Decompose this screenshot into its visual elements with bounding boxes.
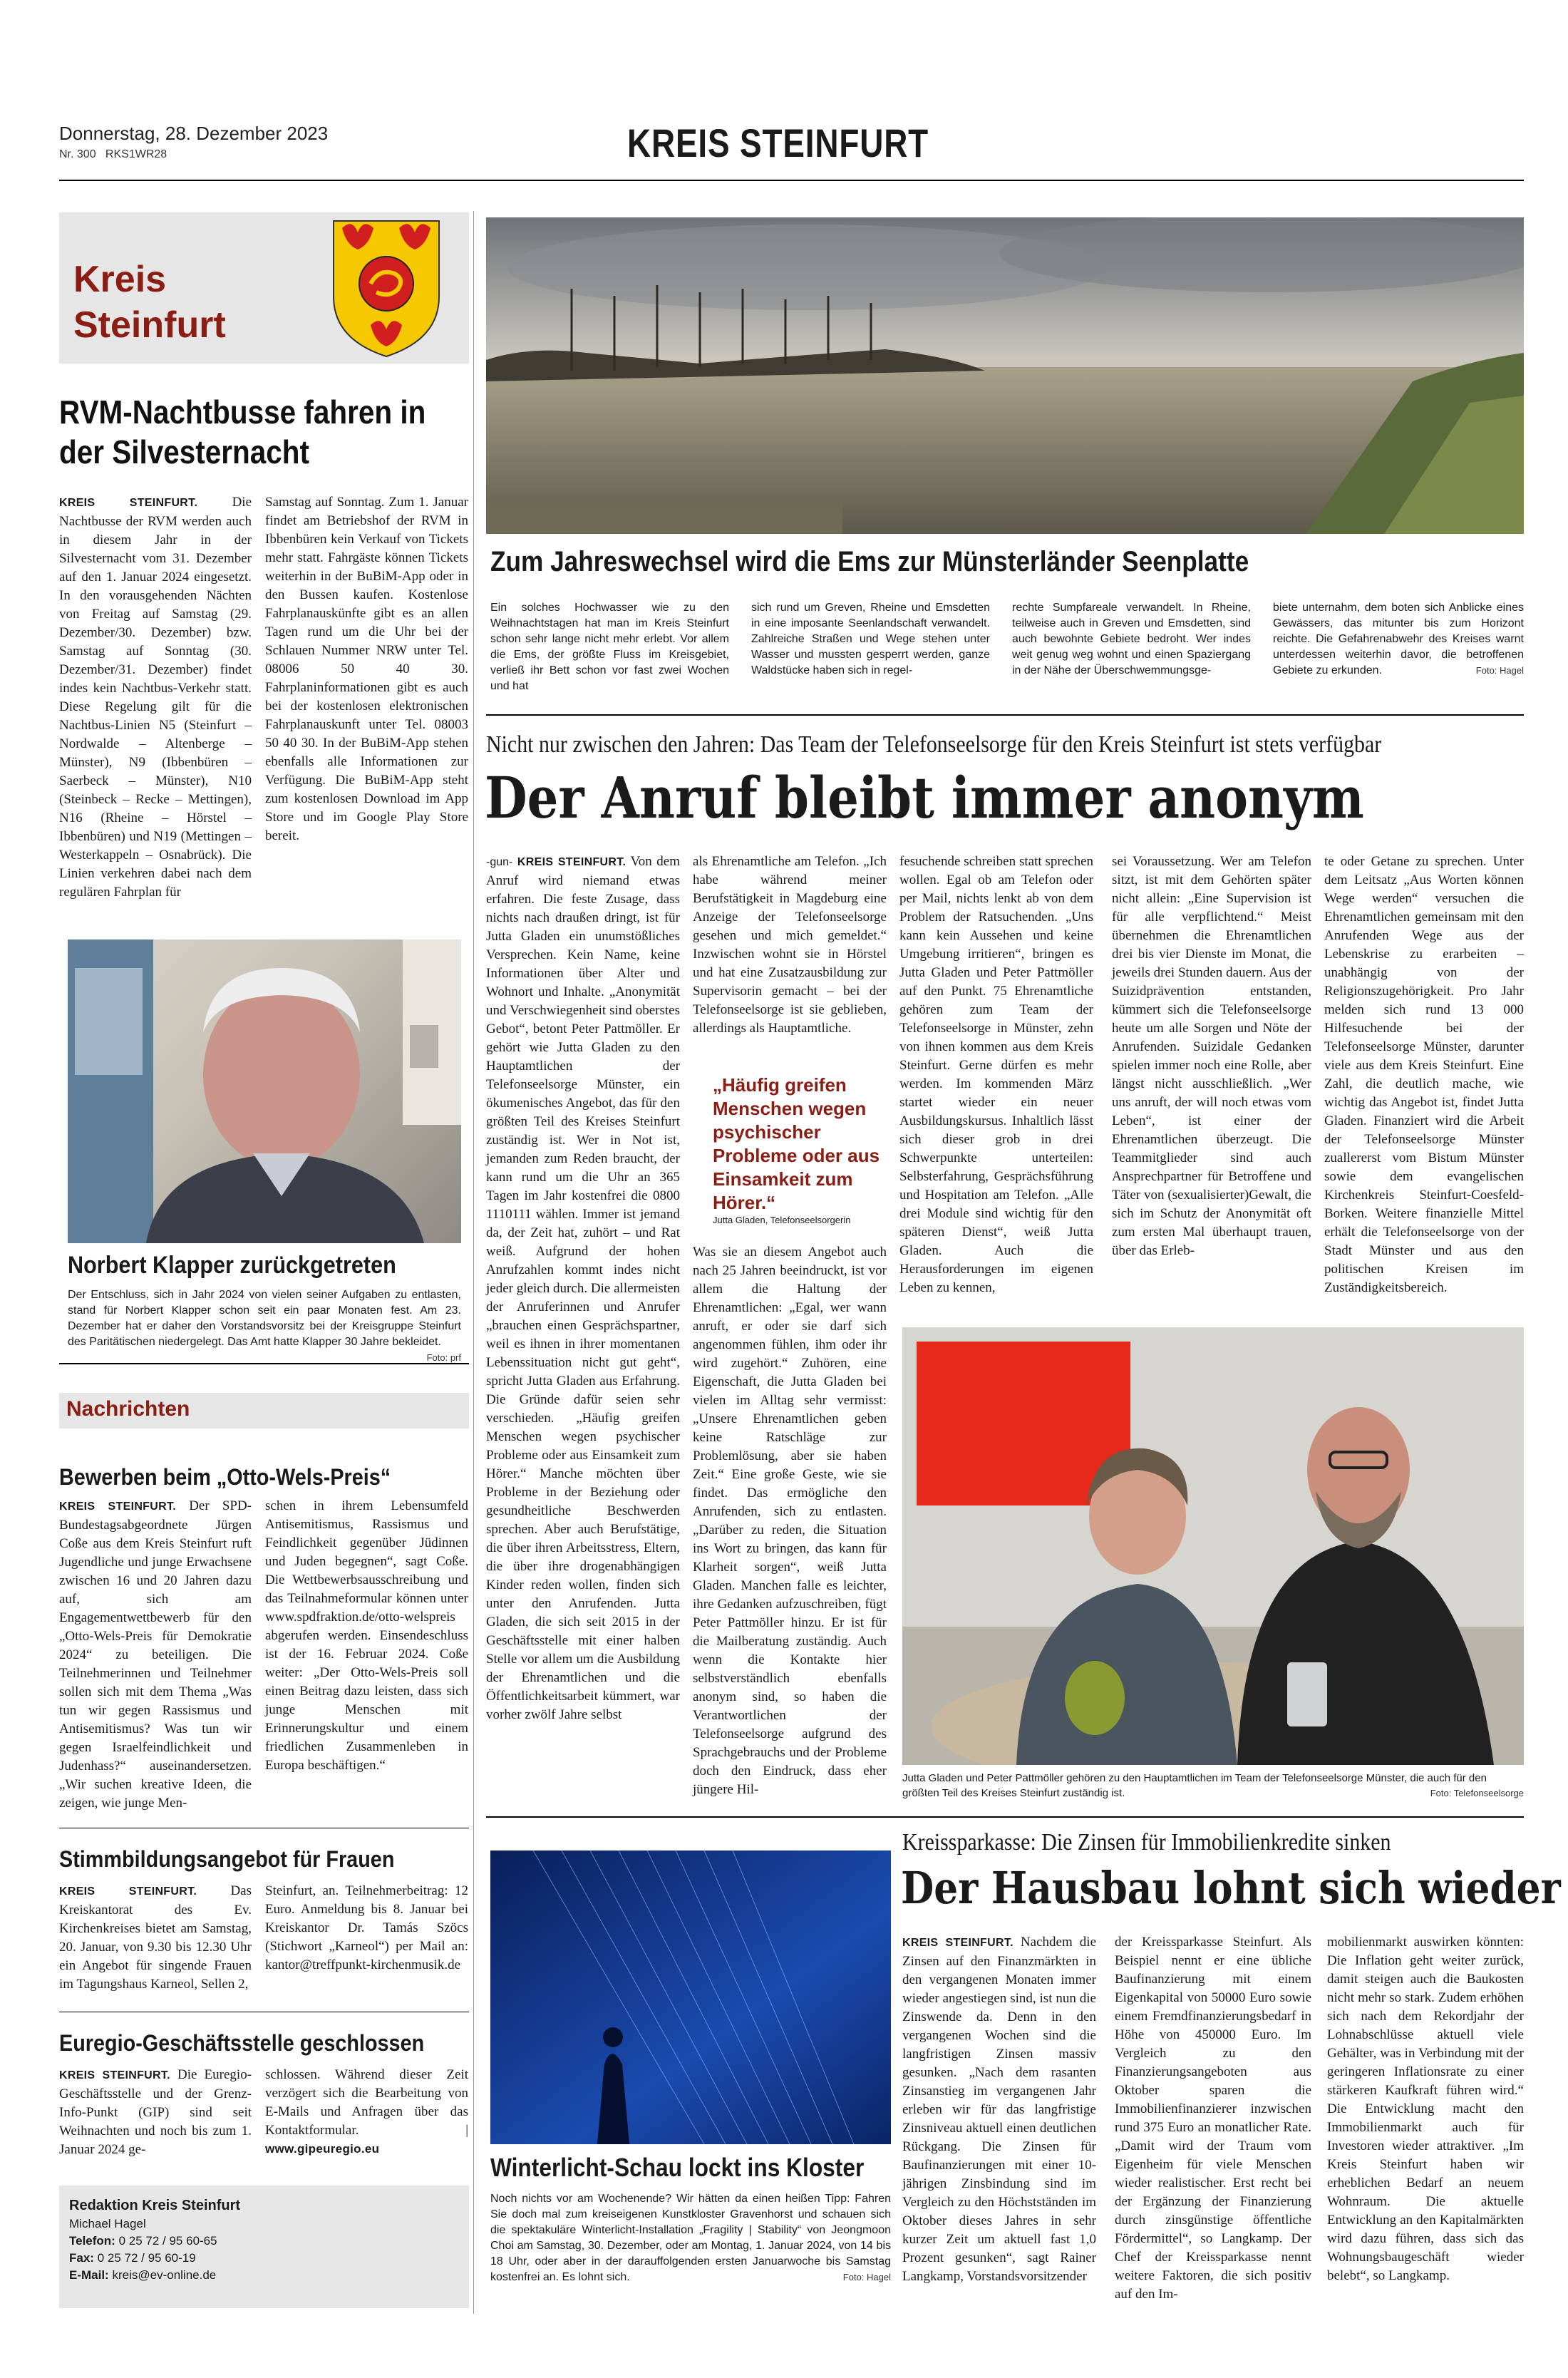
- anruf-dateline: KREIS STEINFURT.: [517, 856, 626, 868]
- redaktion-fax: 0 25 72 / 95 60-19: [97, 2251, 196, 2265]
- euregio-col2: schlossen. Während dieser Zeit verzögert sich die Bearbeitung von E-Mails und Anfragen über das Kontaktformular. | www.gipeuregio.eu: [265, 2067, 468, 2156]
- kreis-title-line2: Steinfurt: [73, 304, 226, 346]
- stimm-col1: [59, 1882, 252, 1994]
- redaktion-phone-label: Telefon:: [69, 2234, 115, 2248]
- anruf-quote-source: Jutta Gladen, Telefonseelsorgerin: [713, 1215, 851, 1225]
- winterlicht-text: Noch nichts vor am Wochenende? Wir hätten da einen heißen Tipp: Fahren Sie doch mal zum kreiseigenen Kunstkloster Gravenhorst und schauen sich die spektakuläre Winterlicht-Installation „Fragility | Stability“ von Jeongmoon Choi am Samstag, 30. Dezember, oder am Montag, 1. Januar 2024, von 14 bis 18 Uhr, oder aber in der darauffolgenden ersten Januarwoche bis Samstag kostenfrei an. Es lohnt sich.: [490, 2193, 891, 2283]
- anruf-col1-text: Von dem Anruf wird niemand etwas erfahren. Die feste Zusage, dass nichts nach draußen dringt, ist für Jutta Gladen ein unumstößliches Versprechen. Kein Name, keine Informationen über Alter und Wohnort und Inhalte. „Anonymität und Verschwiegenheit sind oberstes Gebot“, betont Peter Pattmöller. Er gehört wie Jutta Gladen zu den Hauptamtlichen der Telefonseelsorge Münster, ein ökumenisches Angebot, das für den größten Teil des Kreises Steinfurt zuständig ist. Wer in Not ist, jemanden zum Reden braucht, der kann rund um die Uhr an 365 Tagen im Jahr kostenfrei die 0800 1110111 wählen. Immer ist jemand da, der Zeit hat, zuhört – und Rat weiß. Aufgrund der hohen Anrufzahlen kommt indes nicht jeder gleich durch. Die allermeisten der Anruferinnen und Anrufer „brauchen einen Gesprächspartner, weil es ihnen in ihrer momentanen Lebenssituation nicht gut geht“, spricht Jutta Gladen aus Erfahrung. Die Gründe dafür seien sehr verschieden. „Häufig greifen Menschen wegen psychischer Probleme oder aus Einsamkeit zum Hörer.“ Manche möchten über Probleme in der Beziehung oder gesundheitliche Beschwerden sprechen. Aber auch Berufstätige, die über ihren Arbeitsstress, Eltern, die über ihre drogenabhängigen Kinder reden wollen, finden sich unter den Anrufenden. Jutta Gladen, die sich seit 2015 in der Geschäftsstelle mit einer halben Stelle vor allem um die Ausbildung der Ehrenamtlichen und die Öffentlichkeitsarbeit kümmert, war vorher zwölf Jahre selbst: [486, 854, 681, 1722]
- anruf-col5: te oder Getane zu sprechen. Unter dem Leitsatz „Aus Worten können Wege werden“ versuchen die Ehrenamtlichen gemeinsam mit den Anrufenden Wege aus der Lebenskrise zu erarbeiten – unabhängig von der Religionszugehörigkeit. Pro Jahr melden sich rund 13 000 Hilfesuchende bei der Telefonseelsorge Münster, darunter viele aus dem Kreis Steinfurt. Eine Zahl, die deutlich mache, wie wichtig das Angebot ist, findet Jutta Gladen. Finanziert wird die Arbeit der Telefonseelsorge Münster zuallererst vom Bistum Münster sowie dem evangelischen Kirchenkreis Steinfurt-Coesfeld-Borken. Weitere finanzielle Mittel erhält die Telefonseelsorge von der Stadt Münster und aus den politischen Kreisen im Zuständigkeitsbereich.: [1324, 854, 1524, 1295]
- anruf-author: -gun-: [486, 856, 513, 868]
- anruf-kicker: Nicht nur zwischen den Jahren: Das Team der Telefonseelsorge für den Kreis Steinfurt ist stets verfügbar: [486, 731, 1382, 758]
- redaktion-name: Michael Hagel: [69, 2217, 146, 2230]
- rvm-dateline: KREIS STEINFURT.: [59, 497, 198, 509]
- team-caption: Jutta Gladen und Peter Pattmöller gehören zu den Hauptamtlichen im Team der Telefonseelsorge Münster, die auch für den größten Teil des Kreises Steinfurt zuständig ist.: [902, 1772, 1487, 1799]
- klapper-photo: [68, 940, 461, 1243]
- section-title: KREIS STEINFURT: [627, 120, 929, 165]
- stimm-headline: Stimmbildungsangebot für Frauen: [59, 1846, 395, 1872]
- team-credit: Foto: Telefonseelsorge: [1430, 1788, 1524, 1798]
- anruf-col2a: als Ehrenamtliche am Telefon. „Ich habe während meiner Berufstätigkeit in Magdeburg eine Anzeige der Telefonseelsorge gesehen und mich gemeldet.“ Inzwischen wohnt sie in Hörstel und hat eine Zusatzausbildung zur Supervisorin gemacht – bei der Telefonseelsorge ist sie geblieben, allerdings als Hauptamtliche.: [693, 854, 887, 1036]
- euregio-col1: [59, 2066, 252, 2159]
- hausbau-col2: der Kreissparkasse Steinfurt. Als Beispiel nennt er eine übliche Baufinanzierung mit einem Eigenkapital von 50000 Euro sowie einem Fremdfinanzierungsbedarf in Höhe von 450000 Euro. Im Vergleich zu den Finanzierungsangeboten aus Oktober sparen die Immobilienfinanzierer inzwischen rund 375 Euro an monatlicher Rate. „Damit wird der Traum vom Eigenheim für viele Menschen wieder realistischer. Erst recht bei der Ergänzung der Finanzierung durch zinsgünstige öffentliche Fördermittel“, so Langkamp. Der Chef der Kreissparkasse nennt weitere Faktoren, die sich positiv auf den Im-: [1115, 1935, 1311, 2302]
- ems-col3: rechte Sumpfareale verwandelt. In Rheine, teilweise auch in Greven und Emsdetten, sind auch bewohnte Gebiete bedroht. Wer indes weit genug weg wohnt und einen Spaziergang in der Nähe der Überschwemmungsge-: [1012, 602, 1251, 676]
- rvm-col2: [265, 493, 468, 845]
- rvm-col1-text: Die Nachtbusse der RVM werden auch in diesem Jahr in der Silvesternacht vom 31. Dezember auf den 1. Januar 2024 eingesetzt. In den vorausgehenden Nächten von Freitag auf Samstag (29. Dezember/30. Dezember) bzw. Samstag auf Sonntag (30. Dezember/31. Dezember) findet indes kein Nachtbus-Verkehr statt. Diese Regelung gilt für die Nachtbus-Linien N5 (Steinfurt – Nordwalde – Altenberge – Münster), N9 (Ibbenbüren – Saerbeck – Münster), N10 (Steinbeck – Recke – Mettingen), N16 (Rheine – Hörstel – Ibbenbüren) und N19 (Mettingen – Westerkappeln – Osnabrück). Die Linien verkehren dabei nach dem regulären Fahrplan für: [59, 495, 252, 900]
- redaktion-title: Redaktion Kreis Steinfurt: [69, 2198, 241, 2213]
- hausbau-col3: mobilienmarkt auswirken könnten: Die Inflation geht weiter zurück, damit steigen auch die Baukosten nicht mehr so stark. Zudem erhöhen sich nach dem Rekordjahr der Lohnabschlüsse aktuell viele Gehälter, was in Verbindung mit der geringeren Inflationsrate zu einer stärkeren Kaufkraft führen wird.“ Die Entwicklung macht den Immobilienmarkt auch für Investoren wieder attraktiver. „Im Kreis Steinfurt haben wir erheblichen Bedarf an neuem Wohnraum. Die aktuelle Entwicklung an den Kapitalmärkten wird dazu führen, dass sich das Wohnungsbaugeschäft wieder belebt“, so Langkamp.: [1327, 1935, 1524, 2283]
- klapper-headline: Norbert Klapper zurückgetreten: [68, 1252, 396, 1279]
- ems-col4-block: [1273, 600, 1524, 679]
- rvm-col2-text: Samstag auf Sonntag. Zum 1. Januar findet am Betriebshof der RVM in Ibbenbüren kein Verkauf von Tickets mehr statt. Fahrgäste können Tickets weiterhin in der BuBiM-App oder in den Bussen kaufen. Kostenlose Fahrplanauskünfte gibt es an allen Tagen rund um die Uhr bei der Schlauen Nummer NRW unter Tel. 08006 50 40 30. Fahrplaninformationen gibt es auch bei der kostenlosen elektronischen Fahrplanauskunft unter Tel. 08003 50 40 30. In der BuBiM-App stehen ebenfalls alle Informationen zur Verfügung. Die BuBiM-App steht zum kostenlosen Download im App Store und im Google Play Store bereit.: [265, 495, 468, 843]
- anruf-col2b: Was sie an diesem Angebot auch nach 25 Jahren beeindruckt, ist vor allem die Haltung der Ehrenamtlichen: „Egal, wer wann anruft, er oder sie darf sich angenommen fühlen, ihm oder ihr wird zugehört.“ Zuhören, eine Eigenschaft, die Jutta Gladen bei vielen im Alltag sehr vermisst: „Unsere Ehrenamtlichen geben keine Ratschläge zur Problemlösung, aber sie haben Zeit.“ Eine große Geste, wie sie findet. Das ermögliche den Anrufenden, sich zu entlasten. „Darüber zu reden, die Situation ins Wort zu bringen, das kann für Klarheit sorgen“, weiß Jutta Gladen. Manchen falle es leichter, ihre Gedanken aufzuschreiben, fügt Peter Pattmöller hinzu. Er ist für die Mailberatung zuständig. Auch wenn die Kontakte hier selbstverständlich ebenfalls anonym sind, so haben die Verantwortlichen der Telefonseelsorge aufgrund des Sprachgebrauchs und der Probleme doch den Eindruck, dass eher jüngere Hil-: [693, 1245, 887, 1797]
- hausbau-dateline: KREIS STEINFURT.: [902, 1937, 1013, 1949]
- winterlicht-credit: Foto: Hagel: [842, 2272, 891, 2282]
- rvm-col1: [59, 493, 252, 902]
- euregio-headline: Euregio-Geschäftsstelle geschlossen: [59, 2030, 425, 2056]
- euregio-dateline: KREIS STEINFURT.: [59, 2069, 170, 2081]
- masthead-date: Donnerstag, 28. Dezember 2023: [59, 123, 329, 144]
- redaktion-email[interactable]: kreis@ev-online.de: [112, 2268, 217, 2282]
- klapper-text: Der Entschluss, sich in Jahr 2024 von vielen seiner Aufgaben zu entlasten, stand für Norbert Klapper schon seit ein paar Monaten fest. Am 23. Dezember hat er daher den Vorstandsvorsitz bei der Kreisgruppe Steinfurt des Paritätischen niedergelegt. Das Amt hatte Klapper 30 Jahre bekleidet.: [68, 1289, 461, 1348]
- stimm-col2-text: Steinfurt, an. Teilnehmerbeitrag: 12 Euro. Anmeldung bis 8. Januar bei Kreiskantor Dr. Tamás Szöcs (Stichwort „Karneol“) per Mail an: kantor@treffpunkt-kirchenmusik.de: [265, 1883, 468, 1972]
- rvm-headline: RVM-Nachtbusse fahren in der Silvesternacht: [59, 393, 426, 470]
- euregio-col1-text: Die Euregio-Geschäftsstelle und der Grenz-Info-Punkt (GIP) sind seit Weihnachten und noch bis zum 1. Januar 2024 ge-: [59, 2067, 252, 2157]
- column-divider: [473, 211, 474, 2314]
- otto-dateline: KREIS STEINFURT.: [59, 1501, 177, 1513]
- ems-credit: Foto: Hagel: [1475, 665, 1524, 676]
- anruf-headline: Der Anruf bleibt immer anonym: [485, 764, 1364, 831]
- euregio-col2-text: schlossen. Während dieser Zeit verzögert sich die Bearbeitung von E-Mails und Anfragen über das Kontaktformular.: [265, 2067, 468, 2138]
- ems-col4: biete unternahm, dem boten sich Anblicke eines Gewässers, das mitunter bis zum Horizont reichte. Die Gefahrenabwehr des Kreises warnt unterdessen weiterhin davor, die betroffenen Gebiete zu erkunden.: [1273, 602, 1524, 676]
- redaktion-info: [69, 2196, 240, 2284]
- stimm-col1-text: Das Kreiskantorat des Ev. Kirchenkreises bietet am Samstag, 20. Januar, von 9.30 bis 12.30 Uhr ein Angebot für singende Frauen im Tagungshaus Karneol, Sellen 2,: [59, 1883, 252, 1992]
- ems-rule: [486, 714, 1524, 716]
- masthead-rule: [59, 180, 1524, 181]
- redaktion-email-label: E-Mail:: [69, 2268, 109, 2282]
- ems-col1: Ein solches Hochwasser wie zu den Weihnachtstagen hat man im Kreis Steinfurt schon sehr lange nicht mehr erlebt. Vor allem die Ems, der größte Fluss im Kreisgebiet, verließ ihr Bett schon vor fast zwei Wochen und hat: [490, 602, 729, 692]
- otto-headline: Bewerben beim „Otto-Wels-Preis“: [59, 1464, 391, 1490]
- masthead-issue: Nr. 300 RKS1WR28: [59, 148, 167, 160]
- anruf-col4: sei Voraussetzung. Wer am Telefon sitzt, ist mit dem Gehörten später nicht allein: „Eine Supervision ist für alle verpflichtend.“ Meist übernehmen die Ehrenamtlichen drei bis vier Dienste im Monat, die jeweils drei Stunden dauern. Aus der Suizidprävention entstanden, kümmert sich die Telefonseelsorge heute um alle Sorgen und Nöte der Anrufenden. Suizidale Gedanken spielen immer noch eine Rolle, aber längst nicht ausschließlich. „Wer uns anruft, der will noch etwas vom Leben“, ist einer der Ehrenamtlichen überzeugt. Die Teammitglieder sind auch Ansprechpartner für Betroffene und Täter von (sexualisierter)Gewalt, die sich im Schutz der Anonymität oft zum ersten Mal überhaupt trauen, über das Erleb-: [1112, 854, 1311, 1258]
- klapper-rule: [59, 1363, 469, 1364]
- winterlicht-headline: Winterlicht-Schau lockt ins Kloster: [490, 2153, 865, 2182]
- ems-flood-photo: [486, 217, 1524, 534]
- team-caption-block: [902, 1771, 1524, 1801]
- klapper-text-block: [68, 1287, 461, 1366]
- otto-col2-text: schen in ihrem Lebensumfeld Antisemitismus, Rassismus und Feindlichkeit gegenüber Jüdinnen und Juden begegnen“, sagt Coße. Die Wettbewerbsausschreibung und das Teilnahmeformular können unter www.spdfraktion.de/otto-welspreis abgerufen werden. Einsendeschluss ist der 16. Februar 2024. Coße weiter: „Der Otto-Wels-Preis soll einen Beitrag dazu leisten, dass sich junge Menschen mit Erinnerungskultur und einem friedlichen Zusammenleben in Europa beschäftigen.“: [265, 1498, 468, 1773]
- otto-col1-text: Der SPD-Bundestagsabgeordnete Jürgen Coße aus dem Kreis Steinfurt ruft Jugendliche und junge Erwachsene zwischen 16 und 20 Jahren dazu auf, sich am Engagementwettbewerb für den „Otto-Wels-Preis für Demokratie 2024“ zu beteiligen. Die Teilnehmerinnen und Teilnehmer sollen sich mit dem Thema „Was tun wir gegen Rassismus und Antisemitismus? Was tun wir gegen Israelfeindlichkeit und Judenhass?“ auseinandersetzen. „Wir suchen kreative Ideen, die zeigen, wie junge Men-: [59, 1498, 252, 1811]
- hausbau-headline: Der Hausbau lohnt sich wieder: [901, 1862, 1561, 1914]
- kreis-title-line1: Kreis: [73, 259, 167, 300]
- stimm-col2: [265, 1882, 468, 1975]
- klapper-credit: Foto: prf: [426, 1352, 461, 1363]
- team-photo: [902, 1327, 1524, 1765]
- ems-headline: Zum Jahreswechsel wird die Ems zur Münsterländer Seenplatte: [490, 546, 1249, 577]
- otto-col2: [265, 1497, 468, 1775]
- redaktion-phone: 0 25 72 / 95 60-65: [118, 2234, 217, 2248]
- coat-of-arms-icon: [329, 218, 443, 358]
- hausbau-col1: [902, 1933, 1096, 2286]
- kreis-title: [73, 257, 226, 348]
- anruf-col1: [486, 853, 680, 1724]
- hausbau-col1-text: Nachdem die Zinsen auf den Finanzmärkten in den vergangenen Monaten immer wieder angestiegen sind, ist nun die Zinswende da. Denn in den vergangenen Wochen sind die langfristigen Zinsen massiv gesunken. „Nach dem rasanten Zinsanstieg im vergangenen Jahr erleben wir für das langfristige Zinsniveau aktuell einen deutlichen Rückgang. Die Zinsen für Baufinanzierungen mit einer 10-jährigen Zinsbindung sind im Vergleich zu den Höchstständen im Oktober dieses Jahres in sehr kurzer Zeit um aktuell fast 1,0 Prozent gesunken“, sagt Rainer Langkamp, Vorstandsvorsitzender: [902, 1935, 1096, 2284]
- anruf-quote: „Häufig greifen Menschen wegen psychischer Probleme oder aus Einsamkeit zum Hörer.“: [713, 1074, 880, 1213]
- stimm-dateline: KREIS STEINFURT.: [59, 1885, 197, 1898]
- anruf-rule: [486, 1816, 1524, 1818]
- hausbau-kicker: Kreissparkasse: Die Zinsen für Immobilienkredite sinken: [902, 1829, 1391, 1855]
- anruf-col3: fesuchende schreiben statt sprechen wollen. Egal ob am Telefon oder per Mail, nichts lenkt ab von dem Problem der Ratsuchenden. „Uns kann kein Aussehen und keine Umgebung irritieren“, bringen es Jutta Gladen und Peter Pattmöller auf den Punkt. 75 Ehrenamtliche gehören zum Team der Telefonseelsorge in Münster, zehn von ihnen kommen aus dem Kreis Steinfurt. Gerne dürfen es mehr werden. Im kommenden März startet wieder ein neuer Ausbildungskursus. Inhaltlich lässt sich dieser grob in drei Schwerpunkte unterteilen: Selbsterfahrung, Gesprächsführung und Hospitation am Telefon. „Alle drei Module sind wichtig für den späteren Dienst“, weiß Jutta Gladen. Auch die Herausforderungen im eigenen Leben zu kennen,: [899, 854, 1093, 1295]
- euregio-link[interactable]: www.gipeuregio.eu: [265, 2142, 380, 2156]
- redaktion-fax-label: Fax:: [69, 2251, 94, 2265]
- otto-col1: [59, 1497, 252, 1813]
- winterlicht-text-block: [490, 2191, 891, 2285]
- nachrichten-label: Nachrichten: [66, 1397, 190, 1421]
- ems-col2: sich rund um Greven, Rheine und Emsdetten in eine imposante Seenlandschaft verwandelt. Zahlreiche Straßen und Wege stehen unter Wasser und mussten gesperrt werden, ganze Waldstücke haben sich in regel-: [751, 602, 990, 676]
- winterlicht-photo: [490, 1851, 891, 2144]
